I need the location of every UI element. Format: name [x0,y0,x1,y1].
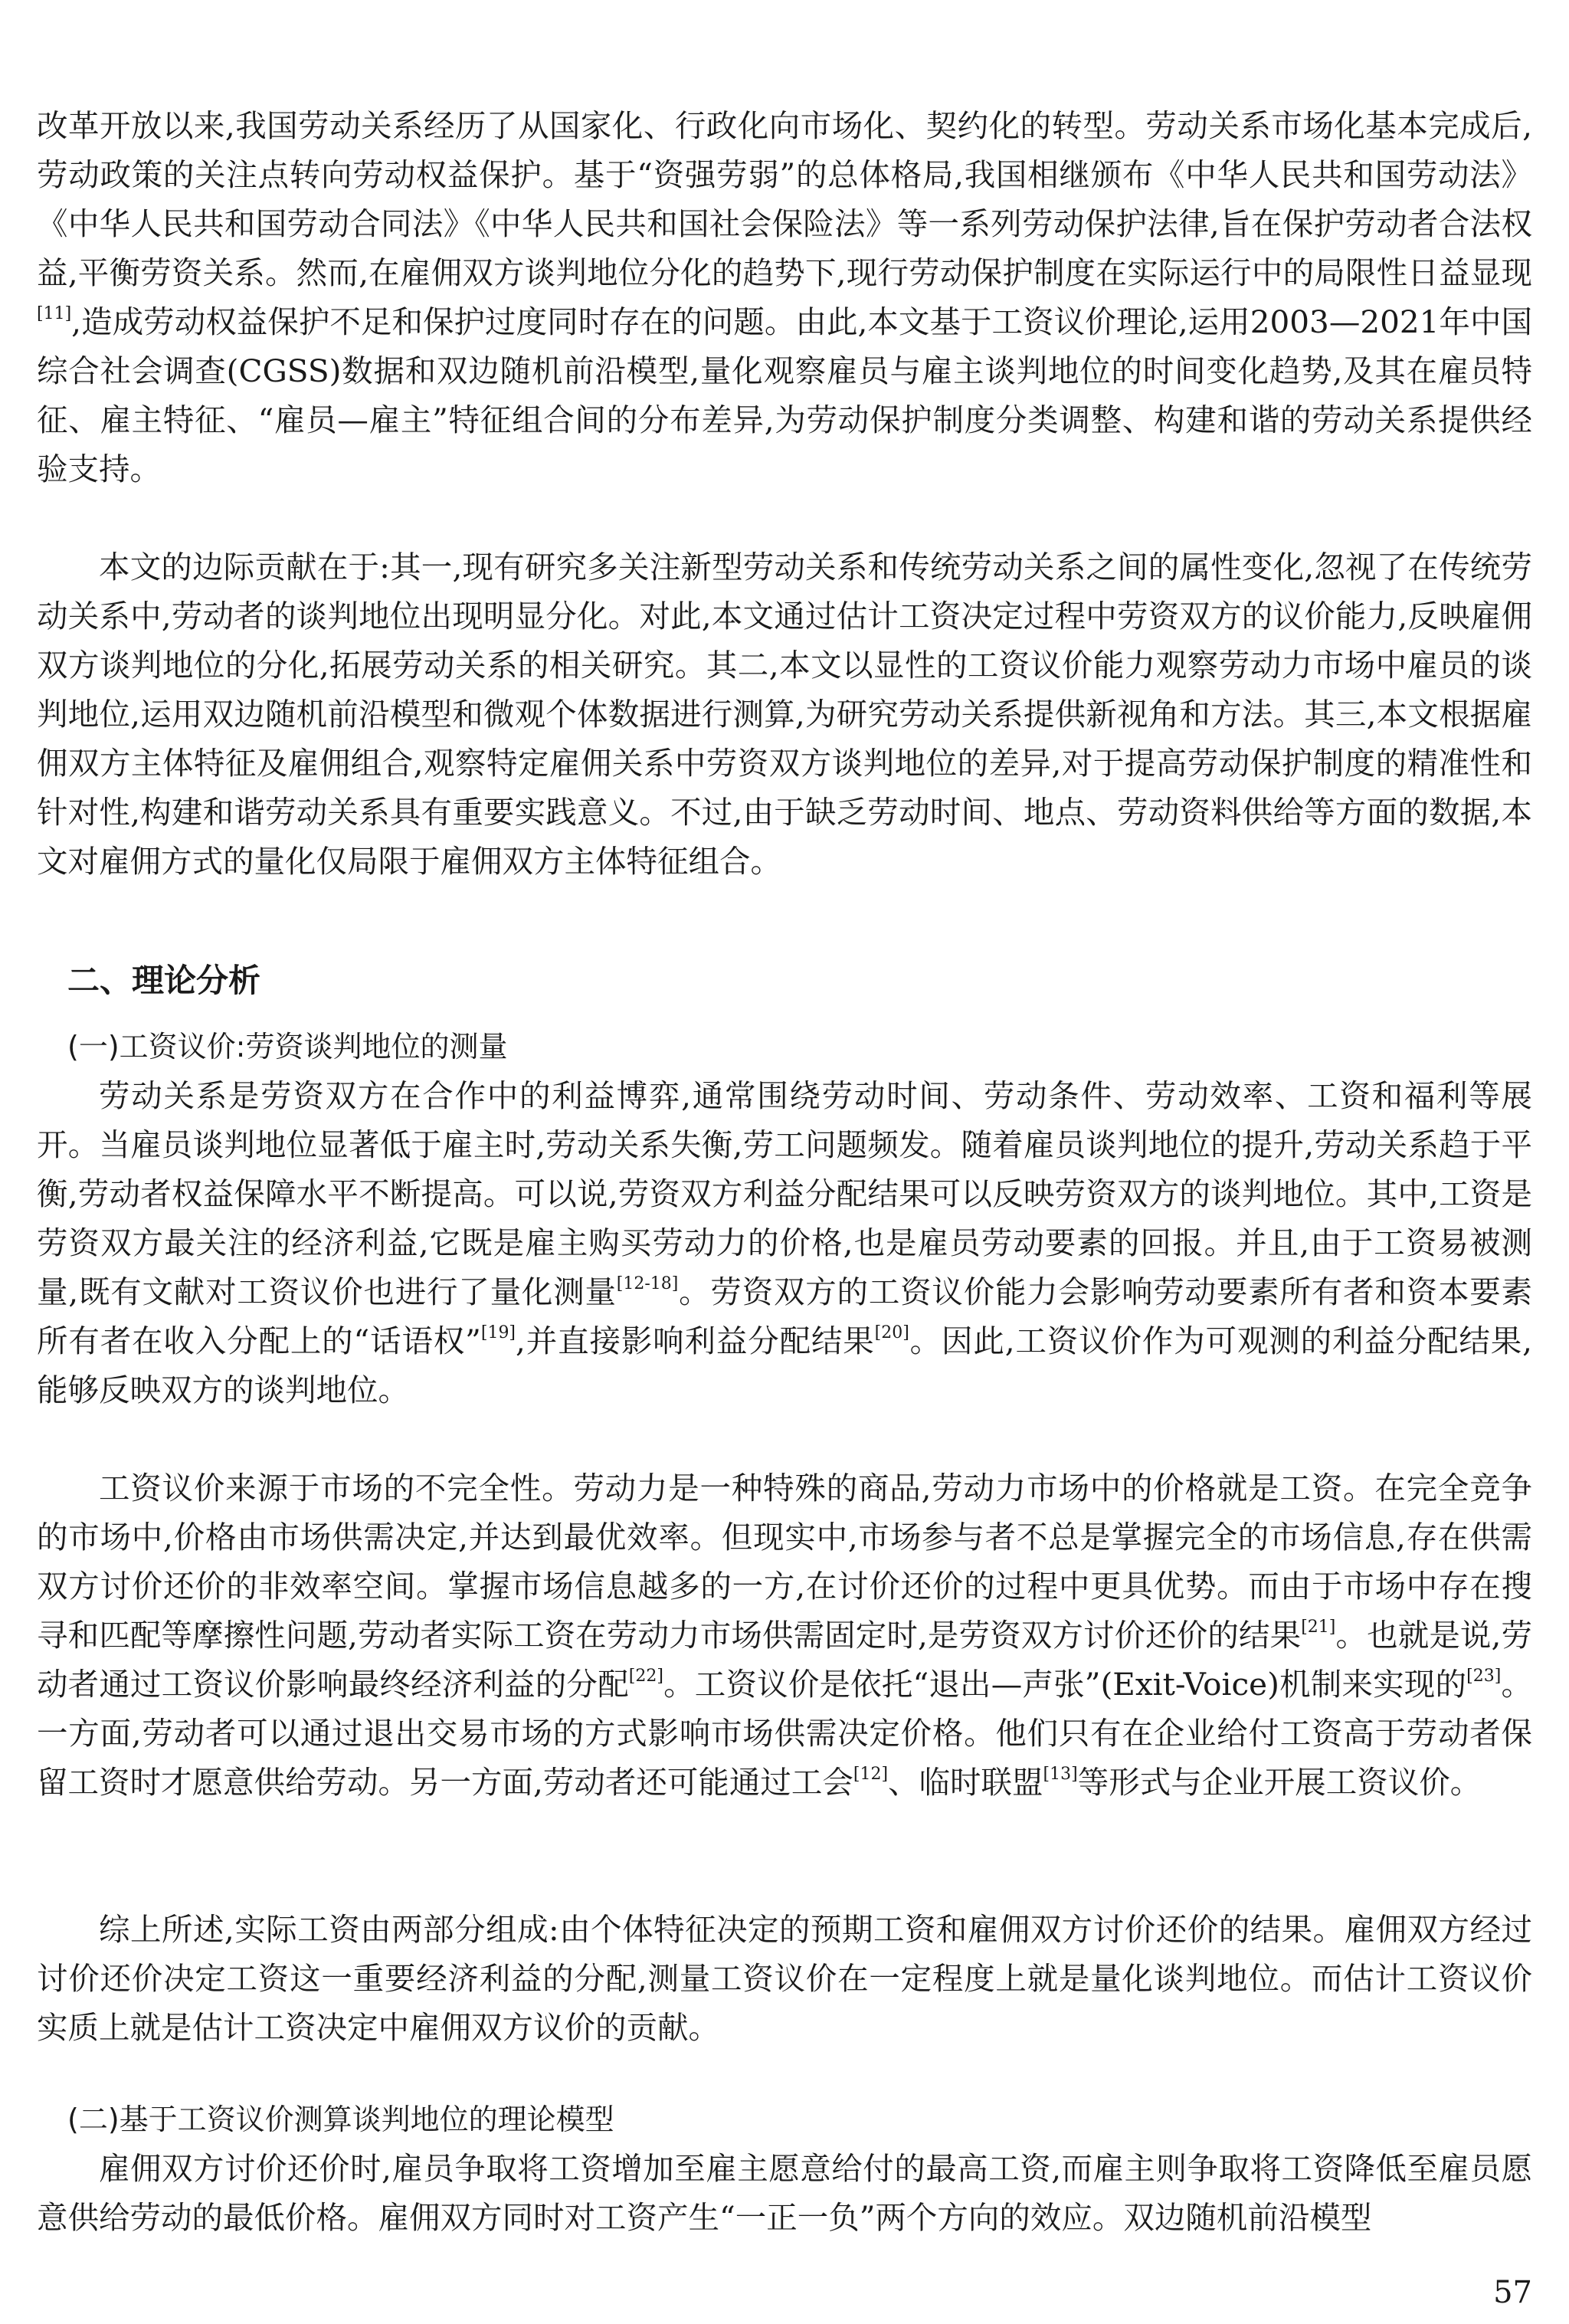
citation-ref: [12-18] [616,1274,679,1293]
text-run: 劳动关系是劳资双方在合作中的利益博弈,通常围绕劳动时间、劳动条件、劳动效率、工资和福利等展开。当雇员谈判地位显著低于雇主时,劳动关系失衡,劳工问题频发。随着雇员谈判地位的提升,劳动关系趋于平衡,劳动者权益保障水平不断提高。可以说,劳资双方利益分配结果可以反映劳资双方的谈判地位。其中,工资是劳资双方最关注的经济利益,它既是雇主购买劳动力的价格,也是雇员劳动要素的回报。并且,由于工资易被测量,既有文献对工资议价也进行了量化测量 [37,1077,1532,1310]
text-run: ,并直接影响利益分配结果 [516,1323,875,1359]
text-run: 。也就是说,劳动者通过工资议价影响最终经济利益的分配 [37,1617,1533,1703]
text-run: 本文的边际贡献在于:其一,现有研究多关注新型劳动关系和传统劳动关系之间的属性变化,忽视了在传统劳动关系中,劳动者的谈判地位出现明显分化。对此,本文通过估计工资决定过程中劳资双方的议价能力,反映雇佣双方谈判地位的分化,拓展劳动关系的相关研究。其二,本文以显性的工资议价能力观察劳动力市场中雇员的谈判地位,运用双边随机前沿模型和微观个体数据进行测算,为研究劳动关系提供新视角和方法。其三,本文根据雇佣双方主体特征及雇佣组合,观察特定雇佣关系中劳资双方谈判地位的差异,对于提高劳动保护制度的精准性和针对性,构建和谐劳动关系具有重要实践意义。不过,由于缺乏劳动时间、地点、劳动资料供给等方面的数据,本文对雇佣方式的量化仅局限于雇佣双方主体特征组合。 [37,549,1532,880]
citation-ref: [19] [480,1323,516,1342]
paragraph-section-1a [37,1071,1532,1414]
text-run: 工资议价来源于市场的不完全性。劳动力是一种特殊的商品,劳动力市场中的价格就是工资。在完全竞争的市场中,价格由市场供需决定,并达到最优效率。但现实中,市场参与者不总是掌握完全的市场信息,存在供需双方讨价还价的非效率空间。掌握市场信息越多的一方,在讨价还价的过程中更具优势。而由于市场中存在搜寻和匹配等摩擦性问题,劳动者实际工资在劳动力市场供需固定时,是劳资双方讨价还价的结果 [37,1470,1532,1654]
page-number: 57 [1493,2275,1532,2310]
text-run: 。劳资双方的工资议价能力会影响劳动要素所有者和资本要素所有者在收入分配上的“话语权” [37,1273,1533,1359]
text-run: 。一方面,劳动者可以通过退出交易市场的方式影响市场供需决定价格。他们只有在企业给付工资高于劳动者保留工资时才愿意供给劳动。另一方面,劳动者还可能通过工会 [37,1666,1533,1801]
text-run: 综上所述,实际工资由两部分组成:由个体特征决定的预期工资和雇佣双方讨价还价的结果。雇佣双方经过讨价还价决定工资这一重要经济利益的分配,测量工资议价在一定程度上就是量化谈判地位。而估计工资议价实质上就是估计工资决定中雇佣双方议价的贡献。 [37,1911,1532,2046]
text-run: 、临时联盟 [888,1764,1043,1801]
text-run: ,造成劳动权益保护不足和保护过度同时存在的问题。由此,本文基于工资议价理论,运用2003—2021年中国综合社会调查(CGSS)数据和双边随机前沿模型,量化观察雇员与雇主谈判地位的时间变化趋势,及其在雇员特征、雇主特征、“雇员—雇主”特征组合间的分布差异,为劳动保护制度分类调整、构建和谐的劳动关系提供经验支持。 [37,303,1532,487]
subsection-heading-1: (一)工资议价:劳资谈判地位的测量 [67,1030,508,1064]
section-heading: 二、理论分析 [67,962,261,999]
text-run: 改革开放以来,我国劳动关系经历了从国家化、行政化向市场化、契约化的转型。劳动关系市场化基本完成后,劳动政策的关注点转向劳动权益保护。基于“资强劳弱”的总体格局,我国相继颁布《中华人民共和国劳动法》《中华人民共和国劳动合同法》《中华人民共和国社会保险法》等一系列劳动保护法律,旨在保护劳动者合法权益,平衡劳资关系。然而,在雇佣双方谈判地位分化的趋势下,现行劳动保护制度在实际运行中的局限性日益显现 [37,107,1532,291]
paragraph-section-1b [37,1464,1532,1807]
paragraph-section-1c [37,1905,1532,2052]
subsection-heading-2: (二)基于工资议价测算谈判地位的理论模型 [67,2103,614,2136]
citation-ref: [11] [37,304,72,323]
citation-ref: [13] [1043,1765,1078,1784]
citation-ref: [12] [853,1765,889,1784]
citation-ref: [20] [874,1323,909,1342]
text-run: 等形式与企业开展工资议价。 [1077,1764,1482,1801]
citation-ref: [21] [1301,1618,1336,1637]
paragraph-section-2a [37,2144,1532,2242]
citation-ref: [22] [628,1667,663,1686]
citation-ref: [23] [1466,1667,1502,1686]
paragraph-intro-1 [37,101,1532,493]
text-run: 雇佣双方讨价还价时,雇员争取将工资增加至雇主愿意给付的最高工资,而雇主则争取将工资降低至雇员愿意供给劳动的最低价格。雇佣双方同时对工资产生“一正一负”两个方向的效应。双边随机前沿模型 [37,2150,1532,2236]
paragraph-intro-2 [37,542,1532,886]
text-run: 。因此,工资议价作为可观测的利益分配结果,能够反映双方的谈判地位。 [37,1323,1532,1408]
text-run: 。工资议价是依托“退出—声张”(Exit-Voice)机制来实现的 [663,1666,1467,1703]
